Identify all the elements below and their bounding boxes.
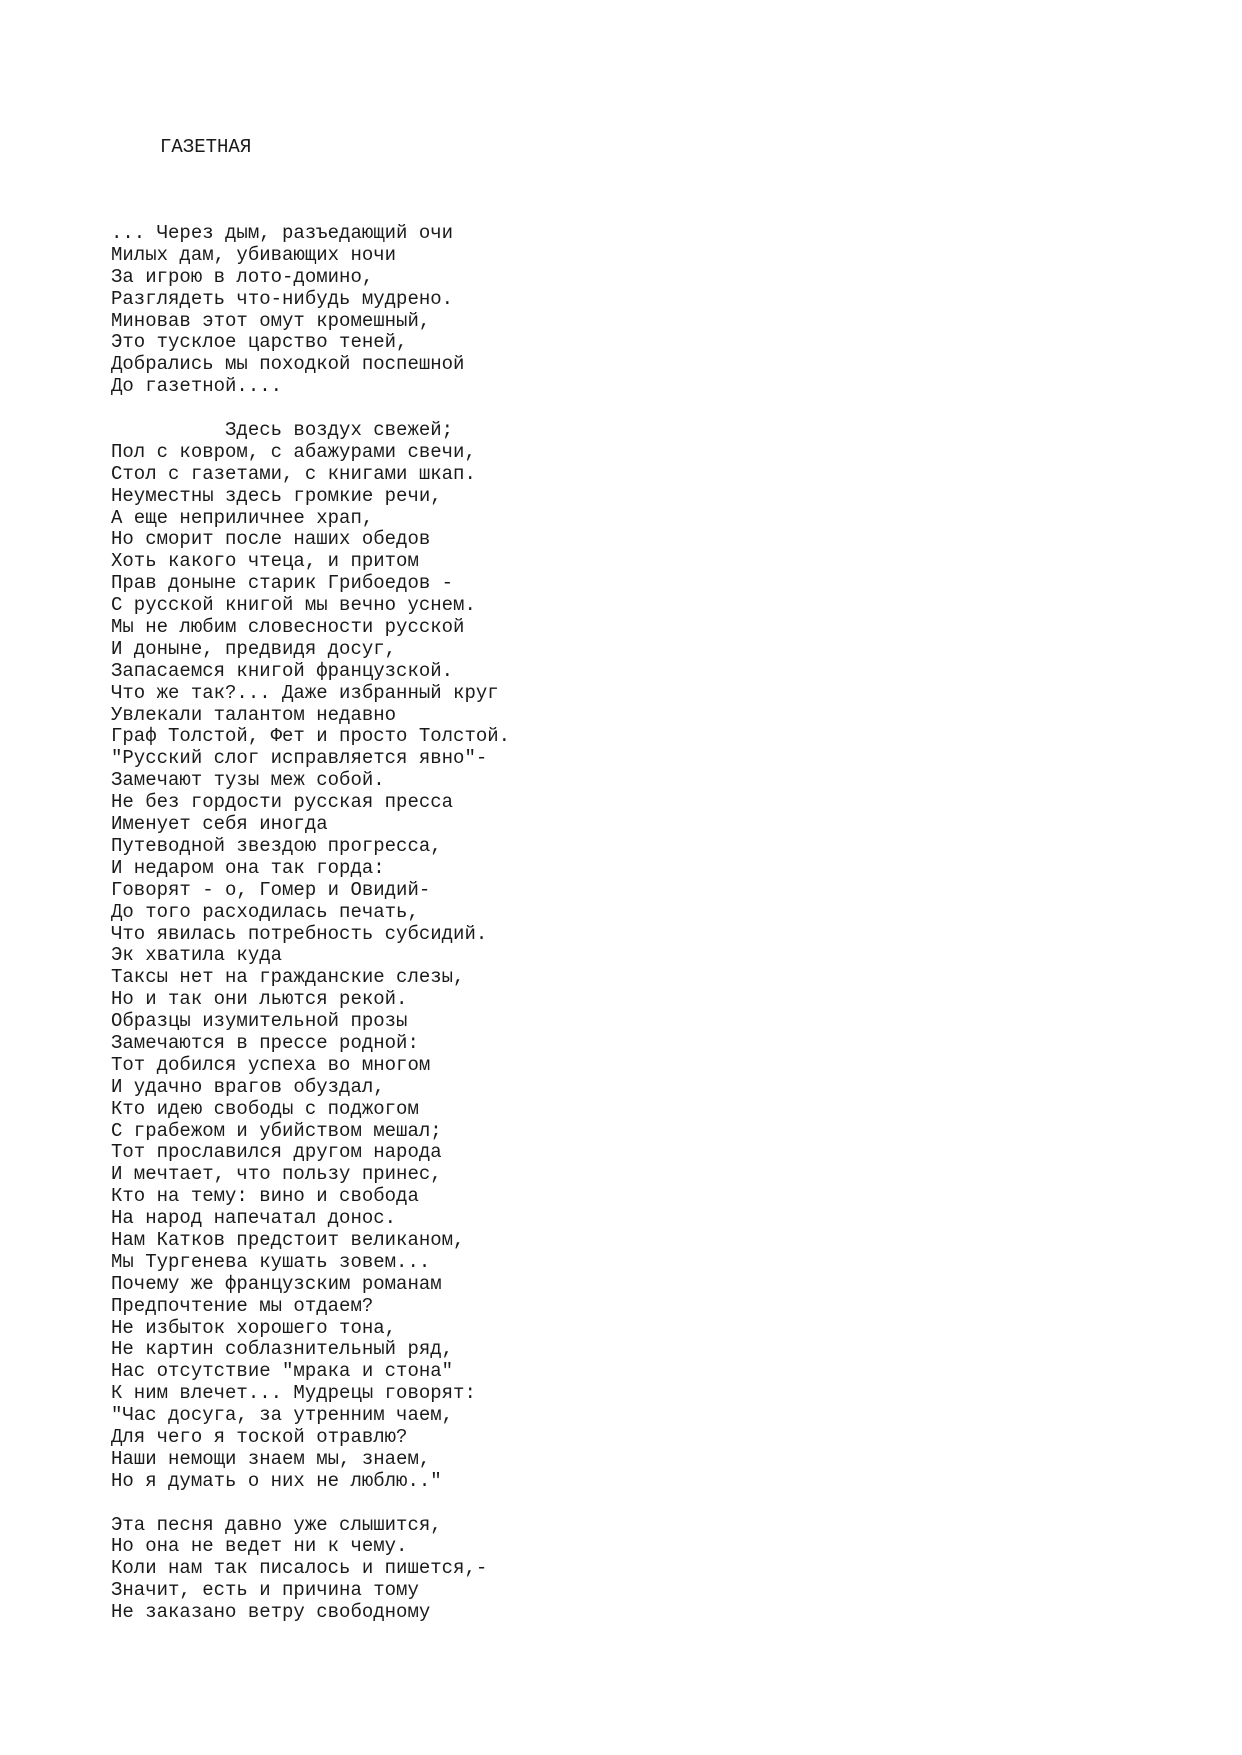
poem-line: Для чего я тоской отравлю? bbox=[111, 1425, 408, 1448]
poem-line: Пол с ковром, с абажурами свечи, bbox=[111, 440, 476, 463]
poem-line: На народ напечатал донос. bbox=[111, 1207, 397, 1230]
poem-line: Добрались мы походкой поспешной bbox=[111, 353, 465, 376]
poem-line: Прав доныне старик Грибоедов - bbox=[111, 572, 454, 595]
poem-line: Кто на тему: вино и свобода bbox=[111, 1185, 419, 1208]
poem-line: Это тусклое царство теней, bbox=[111, 331, 408, 354]
poem-line: Именует себя иногда bbox=[111, 813, 328, 836]
stanza bbox=[111, 223, 510, 398]
stanza bbox=[111, 420, 510, 1493]
poem-line: Тот добился успеха во многом bbox=[111, 1053, 431, 1076]
poem-line: Увлекали талантом недавно bbox=[111, 703, 397, 726]
poem-line: ... Через дым, разъедающий очи bbox=[111, 222, 454, 244]
poem-line: Разглядеть что-нибудь мудрено. bbox=[111, 287, 454, 310]
poem-line: А еще неприличнее храп, bbox=[111, 506, 374, 529]
poem-line: Хоть какого чтеца, и притом bbox=[111, 550, 419, 573]
poem-line: Здесь воздух свежей; bbox=[111, 419, 454, 442]
poem-line: И доныне, предвидя досуг, bbox=[111, 637, 397, 660]
poem-line: До газетной.... bbox=[111, 375, 283, 398]
poem-line: Говорят - о, Гомер и Овидий- bbox=[111, 878, 431, 901]
poem-line: Но и так они льются рекой. bbox=[111, 988, 408, 1011]
poem-line: "Час досуга, за утренним чаем, bbox=[111, 1404, 454, 1427]
poem-line: Коли нам так писалось и пишется,- bbox=[111, 1557, 488, 1580]
poem-line: С русской книгой мы вечно уснем. bbox=[111, 594, 476, 617]
poem-line: Но сморит после наших обедов bbox=[111, 528, 431, 551]
stanza-gap bbox=[111, 398, 510, 420]
poem-line: Что явилась потребность субсидий. bbox=[111, 922, 488, 945]
poem-line: Эта песня давно уже слышится, bbox=[111, 1513, 442, 1536]
poem-line: С грабежом и убийством мешал; bbox=[111, 1119, 442, 1142]
poem-body bbox=[111, 223, 510, 1624]
poem-line: Граф Толстой, Фет и просто Толстой. bbox=[111, 725, 511, 748]
poem-line: И удачно врагов обуздал, bbox=[111, 1075, 385, 1098]
poem-line: Нас отсутствие "мрака и стона" bbox=[111, 1360, 454, 1383]
poem-line: И недаром она так горда: bbox=[111, 856, 385, 879]
poem-line: Тот прославился другом народа bbox=[111, 1141, 442, 1164]
poem-line: Путеводной звездою прогресса, bbox=[111, 834, 442, 857]
poem-line: Стол с газетами, с книгами шкап. bbox=[111, 462, 476, 485]
poem-line: До того расходилась печать, bbox=[111, 900, 419, 923]
poem-line: Но она не ведет ни к чему. bbox=[111, 1535, 408, 1558]
poem-line: Но я думать о них не люблю.." bbox=[111, 1469, 442, 1492]
poem-line: Предпочтение мы отдаем? bbox=[111, 1294, 374, 1317]
poem-line: Запасаемся книгой французской. bbox=[111, 659, 454, 682]
poem-line: Эк хватила куда bbox=[111, 944, 283, 967]
poem-line: Миновав этот омут кромешный, bbox=[111, 309, 431, 332]
poem-line: Неуместны здесь громкие речи, bbox=[111, 484, 442, 507]
poem-line: Значит, есть и причина тому bbox=[111, 1579, 419, 1602]
poem-line: Образцы изумительной прозы bbox=[111, 1010, 408, 1033]
stanza bbox=[111, 1515, 510, 1624]
stanza-gap bbox=[111, 1493, 510, 1515]
poem-line: "Русский слог исправляется явно"- bbox=[111, 747, 488, 770]
poem-line: Не картин соблазнительный ряд, bbox=[111, 1338, 454, 1361]
poem-line: Что же так?... Даже избранный круг bbox=[111, 681, 499, 704]
poem-line: Замечают тузы меж собой. bbox=[111, 769, 385, 792]
poem-line: Мы Тургенева кушать зовем... bbox=[111, 1250, 431, 1273]
poem-line: Милых дам, убивающих ночи bbox=[111, 243, 397, 266]
poem-line: И мечтает, что пользу принес, bbox=[111, 1163, 442, 1186]
poem-title: ГАЗЕТНАЯ bbox=[160, 136, 252, 158]
poem-line: Таксы нет на гражданские слезы, bbox=[111, 966, 465, 989]
poem-line: Не избыток хорошего тона, bbox=[111, 1316, 397, 1339]
poem-line: Замечаются в прессе родной: bbox=[111, 1031, 419, 1054]
poem-line: Кто идею свободы с поджогом bbox=[111, 1097, 419, 1120]
poem-line: Наши немощи знаем мы, знаем, bbox=[111, 1447, 431, 1470]
poem-line: К ним влечет... Мудрецы говорят: bbox=[111, 1382, 476, 1405]
poem-line: За игрою в лото-домино, bbox=[111, 265, 374, 288]
poem-line: Нам Катков предстоит великаном, bbox=[111, 1228, 465, 1251]
poem-line: Не без гордости русская пресса bbox=[111, 791, 454, 814]
poem-line: Не заказано ветру свободному bbox=[111, 1601, 431, 1624]
poem-line: Почему же французским романам bbox=[111, 1272, 442, 1295]
poem-line: Мы не любим словесности русской bbox=[111, 616, 465, 639]
